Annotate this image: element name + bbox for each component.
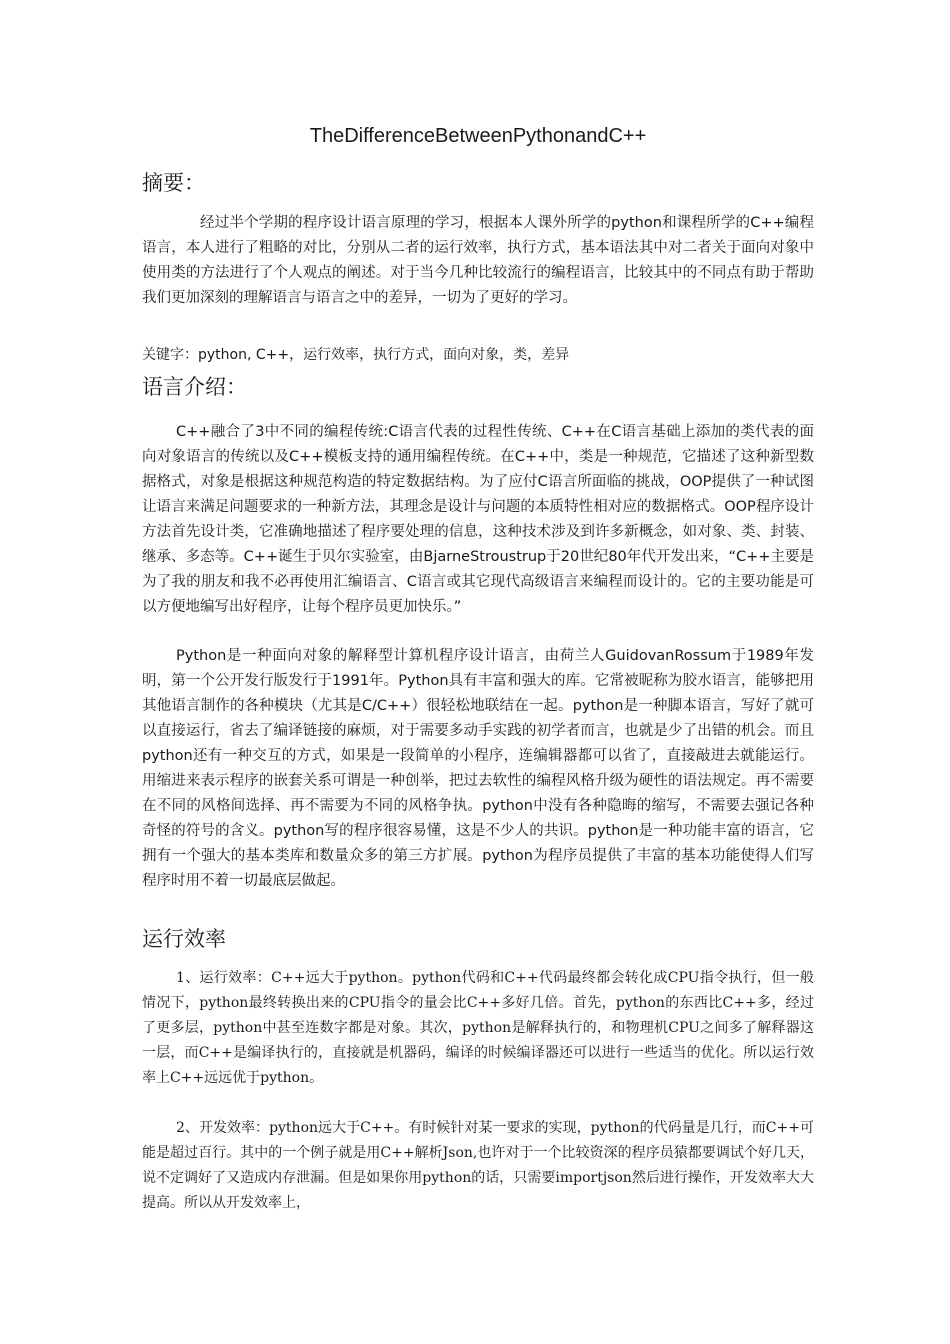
keywords-line: 关键字：python, C++，运行效率，执行方式，面向对象，类，差异 <box>142 347 570 363</box>
intro-paragraph-python: Python是一种面向对象的解释型计算机程序设计语言，由荷兰人GuidovanRossum于1989年发明，第一个公开发行版发行于1991年。Python具有丰富和强大的库。它常被昵称为胶水语言，能够把用其他语言制作的各种模块（尤其是C/C++）很轻松地联结在一起。python是一种脚本语言，写好了就可以直接运行，省去了编译链接的麻烦，对于需要多动手实践的初学者而言，也就是少了出错的机会。而且python还有一种交互的方式，如果是一段简单的小程序，连编辑器都可以省了，直接敲进去就能运行。用缩进来表示程序的嵌套关系可谓是一种创举，把过去软性的编程风格升级为硬性的语法规定。再不需要在不同的风格间选择、再不需要为不同的风格争执。python中没有各种隐晦的缩写，不需要去强记各种奇怪的符号的含义。python写的程序很容易懂，这是不少人的共识。python是一种功能丰富的语言，它拥有一个强大的基本类库和数量众多的第三方扩展。python为程序员提供了丰富的基本功能使得人们写程序时用不着一切最底层做起。 <box>142 648 814 889</box>
abstract-paragraph: 经过半个学期的程序设计语言原理的学习，根据本人课外所学的python和课程所学的C++编程语言，本人进行了粗略的对比，分别从二者的运行效率，执行方式，基本语法其中对二者关于面向对象中使用类的方法进行了个人观点的阐述。对于当今几种比较流行的编程语言，比较其中的不同点有助于帮助我们更加深刻的理解语言与语言之中的差异，一切为了更好的学习。 <box>142 215 814 306</box>
intro-heading: 语言介绍： <box>142 375 247 399</box>
intro-paragraph-cpp: C++融合了3中不同的编程传统:C语言代表的过程性传统、C++在C语言基础上添加的类代表的面向对象语言的传统以及C++模板支持的通用编程传统。在C++中，类是一种规范，它描述了这种新型数据格式，对象是根据这种规范构造的特定数据结构。为了应付C语言所面临的挑战，OOP提供了一种试图让语言来满足问题要求的一种新方法，其理念是设计与问题的本质特性相对应的数据格式。OOP程序设计方法首先设计类，它准确地描述了程序要处理的信息，这种技术涉及到许多新概念，如对象、类、封装、继承、多态等。C++诞生于贝尔实验室，由BjarneStroustrup于20世纪80年代开发出来，“C++主要是为了我的朋友和我不必再使用汇编语言、C语言或其它现代高级语言来编程而设计的。它的主要功能是可以方便地编写出好程序，让每个程序员更加快乐。” <box>142 424 814 615</box>
efficiency-paragraph-dev: 2、开发效率：python远大于C++。有时候针对某一要求的实现，python的代码量是几行，而C++可能是超过百行。其中的一个例子就是用C++解析Json,也许对于一个比较资深的程序员猿都要调试个好几天，说不定调好了又造成内存泄漏。但是如果你用python的话，只需要importjson然后进行操作，开发效率大大提高。所以从开发效率上， <box>142 1120 814 1211</box>
abstract-heading: 摘要： <box>142 171 205 195</box>
efficiency-paragraph-run: 1、运行效率：C++远大于python。python代码和C++代码最终都会转化成CPU指令执行，但一般情况下，python最终转换出来的CPU指令的量会比C++多好几倍。首先，python的东西比C++多，经过了更多层，python中甚至连数字都是对象。其次，python是解释执行的，和物理机CPU之间多了解释器这一层，而C++是编译执行的，直接就是机器码，编译的时候编译器还可以进行一些适当的优化。所以运行效率上C++远远优于python。 <box>142 970 814 1086</box>
efficiency-heading: 运行效率 <box>142 927 226 951</box>
document-title: TheDifferenceBetweenPythonandC++ <box>309 125 647 147</box>
